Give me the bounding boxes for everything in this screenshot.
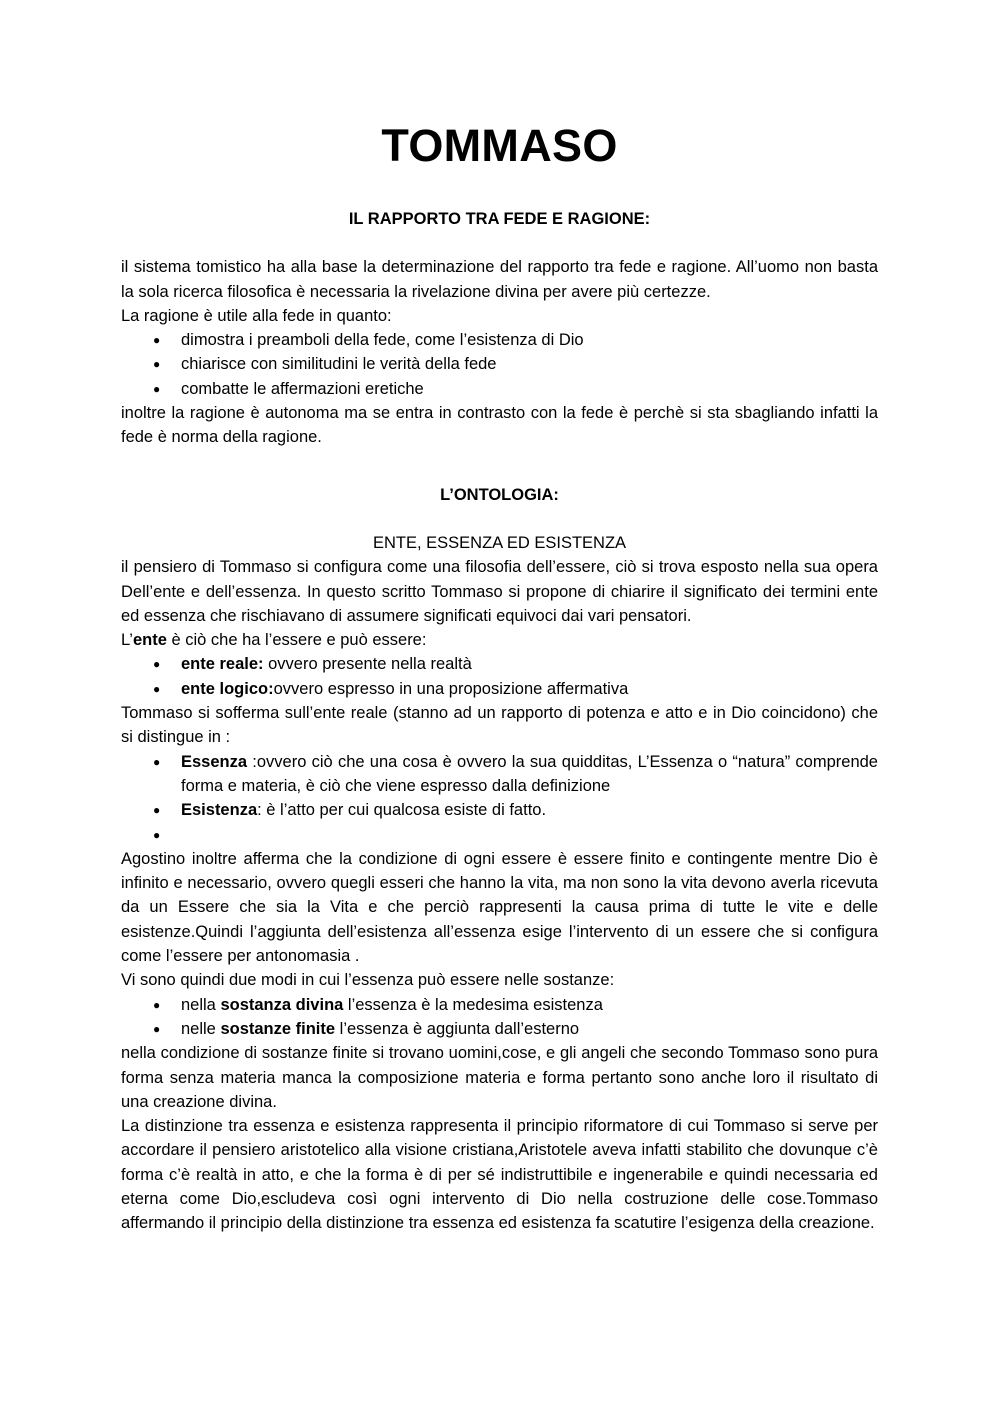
section-heading-ontologia: L’ONTOLOGIA: [440,485,559,504]
section-heading-fede-ragione: IL RAPPORTO TRA FEDE E RAGIONE: [348,210,651,228]
paragraph-intro: il sistema tomistico ha alla base la determinazione del rapporto tra fede e ragione. All’uomo non basta la sola ricerca filosofica è necessaria la rivelazione divina per avere più certezze. [121,258,878,301]
paragraph-ente-definition: L’ente è ciò che ha l’essere e può essere: [121,631,427,650]
list-item: ● Esistenza: è l’atto per cui qualcosa esiste di fatto. [181,798,878,822]
list-item: ● ente logico:ovvero espresso in una proposizione affermativa [181,677,878,701]
list-item-empty [181,823,878,847]
paragraph-ontologia-intro: il pensiero di Tommaso si configura come una filosofia dell’essere, ciò si trova esposto nella sua opera Dell’ente e dell’essenza. In questo scritto Tommaso si propone di chiarire il significato dei termini ente ed essenza che rischiavano di assumere significati equivoci dai vari pensatori. [121,558,878,625]
paragraph-modi-lead: Vi sono quindi due modi in cui l’essenza può essere nelle sostanze: [121,971,615,990]
list-item: ● Essenza :ovvero ciò che una cosa è ovvero la sua quidditas, L’Essenza o “natura” comprende forma e materia, è ciò che viene espresso dalla definizione [181,750,878,799]
list-item: ● chiarisce con similitudini le verità della fede [181,352,878,376]
subheading-ente-essenza: ENTE, ESSENZA ED ESISTENZA [372,533,627,552]
page-content [121,118,878,1236]
list-item: ● ente reale: ovvero presente nella realtà [181,652,878,676]
paragraph-lead: La ragione è utile alla fede in quanto: [121,306,392,325]
list-item: ● combatte le affermazioni eretiche [181,377,878,401]
list-reale-types [121,750,878,847]
list-item: ● dimostra i preamboli della fede, come l’esistenza di Dio [181,328,878,352]
list-item: ● nella sostanza divina l’essenza è la medesima esistenza [181,993,878,1017]
paragraph-agostino: Agostino inoltre afferma che la condizione di ogni essere è essere finito e contingente mentre Dio è infinito e necessario, ovvero quegli esseri che hanno la vita, ma non sono la vita devono averla ricevuta da un Essere che sia la Vita e che perciò rappresenti la causa prima di tutte le vite e delle esistenze.Quindi l’aggiunta dell’esistenza all’essenza esige l’intervento di un essere che si configura come l’essere per antonomasia . [121,849,878,966]
paragraph-closing: La distinzione tra essenza e esistenza rappresenta il principio riformatore di cui Tommaso si serve per accordare il pensiero aristotelico alla visione cristiana,Aristotele aveva infatti stabilito che dovunque c’è forma c’è realtà in atto, e che la forma è di per sé indistruttibile e ingenerabile e quindi necessaria ed eterna come Dio,escludeva così ogni intervento di Dio nella costruzione delle cose.Tommaso affermando il principio della distinzione tra essenza ed esistenza fa scatutire l’esigenza della creazione. [121,1117,878,1233]
list-item: ● nelle sostanze finite l’essenza è aggiunta dall’esterno [181,1017,878,1041]
paragraph-ente-reale: Tommaso si sofferma sull’ente reale (stanno ad un rapporto di potenza e atto e in Dio coincidono) che si distingue in : [121,704,878,747]
list-ragione-utile [121,328,878,401]
term-ente: ente [132,631,167,650]
list-modi [121,993,878,1042]
paragraph-sostanze-finite: nella condizione di sostanze finite si trovano uomini,cose, e gli angeli che secondo Tommaso sono pura forma senza materia manca la composizione materia e forma pertanto sono anche loro il risultato di una creazione divina. [121,1044,878,1111]
paragraph-outro: inoltre la ragione è autonoma ma se entra in contrasto con la fede è perchè si sta sbagliando infatti la fede è norma della ragione. [121,404,878,447]
list-ente-types [121,652,878,701]
document-title: TOMMASO [381,120,618,171]
